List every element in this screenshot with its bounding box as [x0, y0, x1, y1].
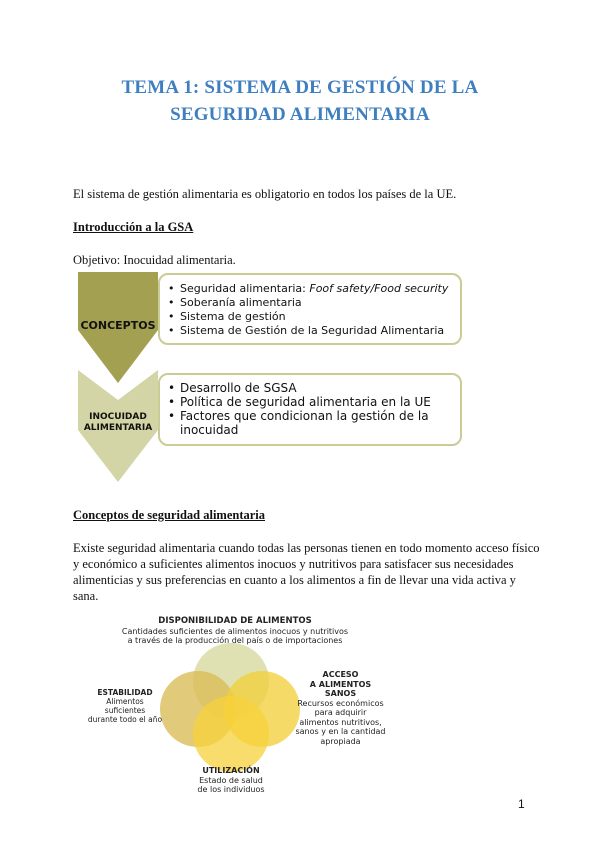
- intro-paragraph: El sistema de gestión alimentaria es obligatorio en todos los países de la UE.: [73, 187, 457, 201]
- availability-desc-line1: Cantidades suficientes de alimentos inocuos y nutritivos: [121, 627, 349, 636]
- definition-paragraph: [73, 540, 540, 604]
- section-heading-gsa: Introducción a la GSA: [73, 220, 194, 234]
- utilization-title: UTILIZACIÓN: [202, 766, 260, 775]
- stability-label: [75, 688, 175, 724]
- availability-title: DISPONIBILIDAD DE ALIMENTOS: [158, 616, 312, 626]
- definition-line: Existe seguridad alimentaria cuando todas las personas tienen en todo momento acceso físico: [73, 541, 540, 555]
- stability-desc-line1: Alimentos: [106, 697, 144, 706]
- access-desc-line4: sanos y en la cantidad: [295, 727, 386, 736]
- list-item: • Política de seguridad alimentaria en la UE: [168, 395, 454, 409]
- access-desc-line3: alimentos nutritivos,: [299, 717, 382, 727]
- access-desc-line1: Recursos económicos: [297, 698, 384, 708]
- definition-line: y económico a suficientes alimentos inocuos y nutritivos para satisfacer sus necesidades: [73, 557, 514, 571]
- chevron-label-inocuidad: [78, 412, 158, 434]
- utilization-desc-line2: de los individuos: [197, 785, 265, 794]
- list-item: • Sistema de gestión: [168, 310, 454, 324]
- list-item: • Soberanía alimentaria: [168, 296, 454, 310]
- stability-desc-line2: suficientes: [104, 706, 146, 715]
- definition-line: alimenticias y sus preferencias en cuanto a los alimentos a fin de llevar una vida activa y: [73, 573, 516, 587]
- stability-desc-line3: durante todo el año: [87, 715, 163, 724]
- access-title-line2: A ALIMENTOS: [309, 679, 372, 689]
- availability-desc: [85, 627, 385, 645]
- list-item: • Factores que condicionan la gestión de la inocuidad: [168, 409, 454, 437]
- page-title-line1: TEMA 1: SISTEMA DE GESTIÓN DE LA: [121, 77, 479, 98]
- definition-line: sana.: [73, 589, 99, 603]
- box-inocuidad: [158, 373, 462, 446]
- list-item: • Desarrollo de SGSA: [168, 381, 454, 395]
- page-number: 1: [518, 797, 525, 811]
- chevron-label-inocuidad-line2: ALIMENTARIA: [83, 423, 153, 433]
- page-title-line2: SEGURIDAD ALIMENTARIA: [170, 104, 430, 125]
- access-title-line3: SANOS: [324, 689, 357, 698]
- list-item: • Seguridad alimentaria: Foof safety/Food security: [168, 282, 454, 296]
- access-desc-line5: apropiada: [320, 736, 361, 746]
- chevron-label-inocuidad-line1: INOCUIDAD: [89, 412, 147, 422]
- chevron-label-conceptos: CONCEPTOS: [80, 319, 156, 332]
- section-heading-conceptos: Conceptos de seguridad alimentaria: [73, 508, 266, 522]
- objective-text: Objetivo: Inocuidad alimentaria.: [73, 253, 236, 267]
- venn-circle-utilization: [193, 696, 269, 772]
- access-title-line1: ACCESO: [322, 670, 359, 679]
- box-conceptos: [158, 273, 462, 345]
- chevron-shapes: [78, 270, 168, 485]
- food-security-venn-diagram: [85, 610, 405, 800]
- stability-title: ESTABILIDAD: [97, 688, 153, 697]
- chevron-process-diagram: [78, 270, 468, 485]
- list-item: • Sistema de Gestión de la Seguridad Alimentaria: [168, 324, 454, 338]
- utilization-desc-line1: Estado de salud: [199, 775, 263, 785]
- utilization-label: [171, 766, 291, 795]
- availability-desc-line2: a través de la producción del país o de importaciones: [127, 636, 343, 645]
- access-desc-line2: para adquirir: [314, 708, 367, 717]
- access-label: [293, 670, 388, 746]
